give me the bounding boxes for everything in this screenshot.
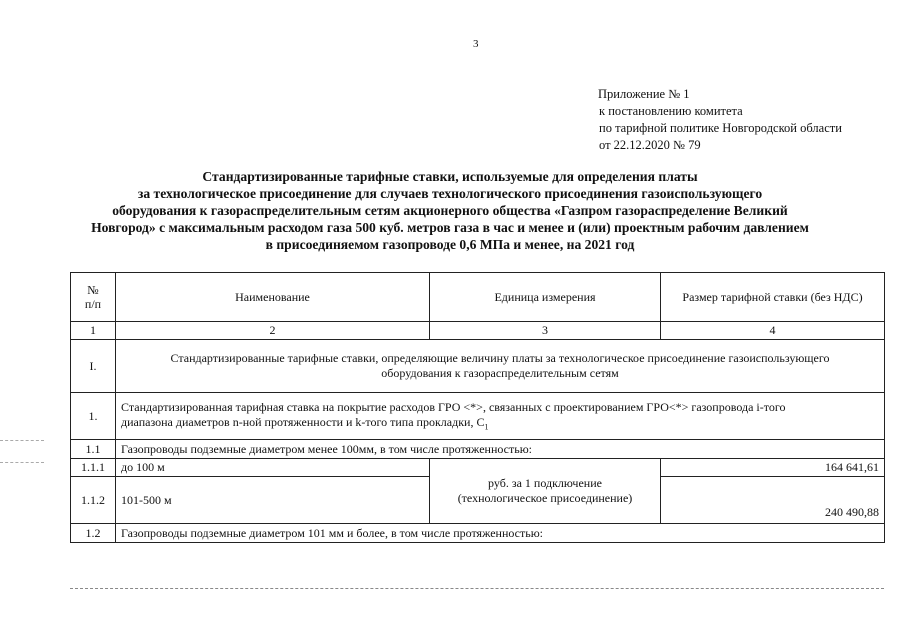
header-number-sublabel: п/п [84,297,102,311]
header-name: Наименование [116,273,430,322]
title-line: оборудования к газораспределительным сетям акционерного общества «Газпром газораспределение Великий [112,203,788,218]
section-text [116,340,885,393]
table-row [71,524,885,543]
unit-cell [430,459,661,524]
row-text-subscript: 1 [484,422,489,432]
row-number: 1.1.2 [71,477,116,524]
row-text [116,393,885,440]
title-line: за технологическое присоединение для случаев технологического присоединения газоиспользующего [137,186,763,201]
appendix-line: от 22.12.2020 № 79 [599,138,701,152]
row-text: 101-500 м [116,477,430,524]
row-text-line [121,415,879,431]
header-number-label: № [87,283,99,297]
section-row [71,340,885,393]
row-text-line: Стандартизированная тарифная ставка на покрытие расходов ГРО <*>, связанных с проектированием ГРО<*> газопровода i-того [121,400,786,415]
row-number: 1. [71,393,116,440]
title-line: в присоединяемом газопроводе 0,6 МПа и менее, на 2021 год [265,237,635,252]
section-number: I. [71,340,116,393]
header-rate: Размер тарифной ставки (без НДС) [661,273,885,322]
rate-value: 164 641,61 [661,459,885,477]
tariff-table [70,272,885,543]
row-number: 1.1.1 [71,459,116,477]
column-index: 2 [116,322,430,340]
unit-line: (технологическое присоединение) [457,491,633,505]
row-number: 1.1 [71,440,116,459]
margin-mark [0,440,44,441]
section-text-line: Стандартизированные тарифные ставки, определяющие величину платы за технологическое присоединение газоиспользующего [170,351,830,365]
column-index: 4 [661,322,885,340]
appendix-line: по тарифной политике Новгородской области [599,121,842,135]
column-index-row [71,322,885,340]
appendix-line: Приложение № 1 [598,87,690,101]
document-title [60,168,840,253]
row-text-line-main: диапазона диаметров n-ной протяженности и k-того типа прокладки, С [121,415,485,430]
row-text: до 100 м [116,459,430,477]
row-number: 1.2 [71,524,116,543]
table-row [71,393,885,440]
table-row [71,440,885,459]
header-unit: Единица измерения [430,273,661,322]
section-text-line: оборудования к газораспределительным сетям [381,366,619,380]
margin-mark [0,462,44,463]
table-header-row [71,273,885,322]
page-bottom-rule [70,588,884,589]
column-index: 1 [71,322,116,340]
header-number [71,273,116,322]
column-index: 3 [430,322,661,340]
row-text: Газопроводы подземные диаметром менее 100мм, в том числе протяженностью: [116,440,885,459]
title-line: Новгород» с максимальным расходом газа 500 куб. метров газа в час и менее и (или) проектным рабочим давлением [91,220,809,235]
unit-line: руб. за 1 подключение [488,476,602,490]
title-line: Стандартизированные тарифные ставки, используемые для определения платы [202,169,698,184]
table-row [71,459,885,477]
appendix-block [598,86,842,154]
page-number: 3 [473,38,479,50]
rate-value: 240 490,88 [661,477,885,524]
row-text: Газопроводы подземные диаметром 101 мм и более, в том числе протяженностью: [116,524,885,543]
appendix-line: к постановлению комитета [599,104,743,118]
